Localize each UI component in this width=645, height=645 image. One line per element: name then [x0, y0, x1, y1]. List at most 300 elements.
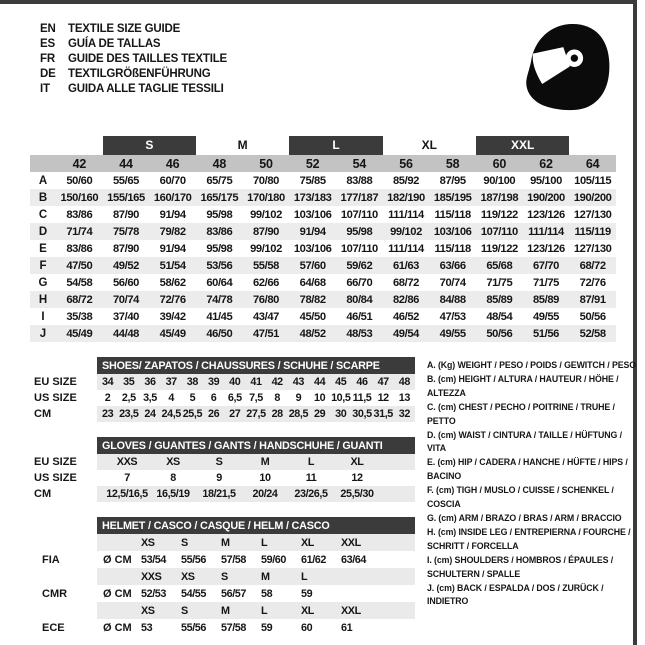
header-spacer	[30, 357, 97, 374]
language-code: IT	[40, 82, 50, 95]
measurement-value: 35/38	[66, 310, 93, 323]
measurement-value: 47/50	[66, 259, 93, 272]
row-label: US SIZE	[34, 392, 77, 404]
glove-size-value: XXS	[116, 456, 138, 468]
measurement-value: 150/160	[60, 191, 99, 204]
measurement-value: 48/52	[299, 327, 326, 340]
measurement-value: 49/55	[532, 310, 559, 323]
helmet-fia-values-row	[30, 551, 415, 568]
row-values	[97, 374, 415, 390]
measurement-value: 123/126	[527, 242, 565, 255]
shoes-row-eu	[30, 374, 415, 390]
shoes-title-bar: SHOES/ ZAPATOS / CHAUSSURES / SCHUHE / SCARPE	[97, 357, 415, 374]
measurement-value: 79/82	[159, 225, 186, 238]
shoe-size-value: 39	[207, 376, 220, 388]
glove-size-value: 16,5/19	[156, 488, 190, 500]
helmet-size-label: XXS	[141, 570, 162, 583]
row-label: US SIZE	[34, 472, 77, 484]
measurement-value: 71/74	[66, 225, 93, 238]
helmet-size-value: 55/56	[181, 553, 207, 566]
standard-name: FIA	[42, 553, 60, 566]
shoe-size-value: 11,5	[352, 392, 372, 404]
row-key: G	[38, 276, 48, 289]
shoe-size-value: 27,5	[246, 408, 266, 420]
measurement-value: 85/89	[486, 293, 513, 306]
measurement-value: 49/52	[112, 259, 139, 272]
textile-row-e	[30, 240, 616, 257]
measurement-value: 46/52	[392, 310, 419, 323]
measurement-value: 190/200	[573, 191, 612, 204]
measurement-value: 47/53	[439, 310, 466, 323]
legend-item-arm: G. (cm) ARM / BRAZO / BRAS / ARM / BRACCIO	[427, 512, 622, 523]
measurement-value: 76/80	[252, 293, 279, 306]
size-number: 50	[259, 156, 273, 171]
row-sizes	[97, 534, 415, 551]
measurement-value: 103/106	[433, 225, 472, 238]
shoe-size-value: 24	[144, 408, 156, 420]
language-title: TEXTILGRÖßENFÜHRUNG	[68, 67, 211, 80]
helmet-size-label: XL	[301, 536, 314, 549]
row-key: E	[39, 242, 47, 255]
helmet-size-label: XS	[181, 570, 195, 583]
helmet-cmr-values-row	[30, 585, 415, 602]
gloves-size-table	[30, 437, 415, 502]
language-code: ES	[40, 37, 55, 50]
helmet-size-value: 63/64	[341, 553, 367, 566]
helmet-size-value: 61/62	[301, 553, 327, 566]
measurement-value: 83/88	[346, 174, 373, 187]
shoe-size-value: 28,5	[288, 408, 309, 420]
size-number: 62	[539, 156, 553, 171]
racing-helmet-icon-svg	[521, 18, 613, 115]
legend-item-back: J. (cm) BACK / ESPALDA / DOS / ZURÜCK / INDIETRO	[427, 582, 604, 607]
textile-row-d	[30, 223, 616, 240]
header-spacer	[30, 517, 97, 534]
legend-item-weight: A. (Kg) WEIGHT / PESO / POIDS / GEWITCH / PESO	[427, 360, 636, 370]
helmet-size-label: L	[301, 570, 308, 583]
size-band-xl: XL	[421, 138, 437, 152]
size-number: 46	[165, 156, 180, 171]
helmet-size-value: 61	[341, 621, 353, 634]
row-key: B	[38, 191, 48, 204]
size-number: 48	[212, 156, 227, 171]
measurement-value: 115/118	[434, 242, 471, 255]
glove-size-value: 12,5/16,5	[106, 488, 148, 500]
shoe-size-value: 26	[207, 408, 220, 420]
legend-item-height: B. (cm) HEIGHT / ALTURA / HAUTEUR / HÖHE / ALTEZZA	[427, 373, 619, 398]
helmet-size-label: S	[181, 604, 188, 617]
measurement-value: 107/110	[340, 208, 378, 221]
row-key: A	[38, 174, 48, 187]
language-title-list	[40, 21, 227, 96]
legend-item-hip: E. (cm) HIP / CADERA / HANCHE / HÜFTE / HIPS / BACINO	[427, 457, 628, 482]
shoe-size-value: 10	[313, 392, 326, 404]
gloves-row-cm	[30, 486, 415, 502]
textile-size-table	[30, 136, 616, 342]
glove-size-value: 8	[170, 472, 176, 484]
row-key: C	[38, 208, 48, 221]
shoe-size-value: 37	[165, 376, 177, 388]
glove-size-value: L	[307, 456, 315, 468]
shoe-size-value: 13	[398, 392, 410, 404]
legend-item-waist: D. (cm) WAIST / CINTURA / TAILLE / HÜFTUNG / VITA	[427, 429, 622, 454]
measurement-value: 64/68	[299, 276, 326, 289]
helmet-size-value: 56/57	[221, 587, 247, 600]
helmet-size-table	[30, 517, 415, 636]
helmet-title-bar: HELMET / CASCO / CASQUE / HELM / CASCO	[97, 517, 415, 534]
measurement-value: 170/180	[247, 191, 285, 204]
shoe-size-value: 29	[313, 408, 326, 420]
size-number: 56	[399, 156, 413, 171]
shoe-size-value: 40	[229, 376, 241, 388]
measurement-value: 50/56	[579, 310, 606, 323]
language-row	[40, 66, 227, 81]
shoe-size-value: 31,5	[373, 408, 393, 420]
helmet-size-value: 57/58	[221, 553, 247, 566]
shoe-size-value: 45	[335, 376, 347, 388]
helmet-size-label: XL	[301, 604, 314, 617]
measurement-value: 45/50	[299, 310, 326, 323]
shoe-size-value: 28	[271, 408, 283, 420]
shoe-size-value: 12	[377, 392, 389, 404]
textile-row-f	[30, 257, 616, 274]
measurement-value: 107/110	[480, 225, 518, 238]
glove-size-value: 11	[305, 472, 317, 484]
helmet-ece-sizes-row	[30, 602, 415, 619]
helmet-size-value: 53/54	[141, 553, 167, 566]
shoe-size-value: 3,5	[143, 392, 157, 404]
size-band-m: M	[237, 138, 248, 152]
shoe-size-value: 41	[250, 376, 262, 388]
measurement-value: 70/74	[439, 276, 466, 289]
measurement-value: 127/130	[573, 242, 612, 255]
measurement-value: 75/78	[112, 225, 139, 238]
language-row	[40, 21, 227, 36]
helmet-cmr-sizes-row	[30, 568, 415, 585]
shoe-size-value: 6	[210, 392, 217, 404]
textile-row-g	[30, 274, 616, 291]
measurement-value: 111/114	[388, 208, 424, 221]
standard-name: ECE	[42, 621, 65, 634]
size-band-l: L	[289, 136, 382, 155]
measurement-value: 85/89	[532, 293, 559, 306]
shoe-size-value: 30	[335, 408, 347, 420]
measurement-value: 49/54	[392, 327, 419, 340]
helmet-size-label: L	[261, 604, 268, 617]
helmet-size-label: M	[261, 570, 270, 583]
diameter-unit-label: Ø CM	[103, 587, 132, 600]
measurement-value: 60/64	[206, 276, 233, 289]
shoes-size-table	[30, 357, 415, 422]
helmet-size-value: 59/60	[261, 553, 287, 566]
standard-name: CMR	[42, 587, 68, 600]
measurement-value: 82/86	[392, 293, 419, 306]
legend-item-chest: C. (cm) CHEST / PECHO / POITRINE / TRUHE / PETTO	[427, 401, 615, 426]
row-key: J	[39, 327, 47, 340]
glove-size-value: 9	[216, 472, 222, 484]
shoe-size-value: 23	[101, 408, 114, 420]
measurement-value: 53/56	[206, 259, 233, 272]
helmet-size-value: 59	[301, 587, 313, 600]
measurement-value: 60/70	[159, 174, 186, 187]
measurement-value: 111/114	[528, 225, 564, 238]
legend-item-thigh: F. (cm) TIGH / MUSLO / CUISSE / SCHENKEL / COSCIA	[427, 485, 614, 510]
helmet-size-value: 53	[141, 621, 153, 634]
language-row	[40, 81, 227, 96]
measurement-value: 87/91	[579, 293, 606, 306]
measurement-value: 46/51	[346, 310, 373, 323]
row-label-spacer	[30, 602, 97, 619]
measurement-value: 65/75	[206, 174, 233, 187]
row-values	[97, 551, 415, 568]
helmet-size-label: XXL	[341, 604, 361, 617]
size-band-xxl: XXL	[476, 136, 569, 155]
measurement-value: 87/90	[112, 242, 139, 255]
measurement-value: 105/115	[574, 174, 612, 187]
glove-size-value: S	[215, 456, 223, 468]
helmet-size-value: 60	[301, 621, 313, 634]
shoe-size-value: 8	[274, 392, 280, 404]
measurement-value: 78/82	[299, 293, 326, 306]
language-title: TEXTILE SIZE GUIDE	[68, 22, 181, 35]
textile-row-a	[30, 172, 616, 189]
measurement-value: 185/195	[433, 191, 472, 204]
shoe-size-value: 46	[356, 376, 368, 388]
measurement-value: 74/78	[206, 293, 233, 306]
gloves-header	[30, 437, 415, 454]
measurement-value: 41/45	[206, 310, 233, 323]
row-values	[97, 470, 415, 486]
row-label-spacer	[30, 534, 97, 551]
helmet-size-value: 59	[261, 621, 273, 634]
measurement-value: 91/94	[299, 225, 326, 238]
measurement-value: 99/102	[390, 225, 422, 238]
measurement-value: 182/190	[387, 191, 425, 204]
row-label: CM	[34, 488, 52, 500]
shoe-size-value: 27	[229, 408, 241, 420]
row-values	[97, 585, 415, 602]
language-code: FR	[40, 52, 55, 65]
glove-size-value: 25,5/30	[340, 488, 374, 500]
shoe-size-value: 32	[398, 408, 410, 420]
shoe-size-value: 25,5	[182, 408, 203, 420]
shoes-row-us	[30, 390, 415, 406]
shoe-size-value: 38	[186, 376, 198, 388]
row-values	[97, 619, 415, 636]
measurement-value: 70/74	[112, 293, 139, 306]
row-key: F	[39, 259, 47, 272]
measurement-value: 52/58	[579, 327, 606, 340]
measurement-value: 55/65	[112, 174, 139, 187]
row-values	[97, 454, 415, 470]
measurement-value: 85/92	[392, 174, 419, 187]
measurement-value: 91/94	[159, 208, 186, 221]
measurement-value: 70/80	[252, 174, 279, 187]
language-title: GUIDE DES TAILLES TEXTILE	[68, 52, 227, 65]
measurement-value: 63/66	[439, 259, 466, 272]
measurement-value: 90/100	[483, 174, 516, 187]
measurement-value: 48/54	[486, 310, 513, 323]
diameter-unit-label: Ø CM	[103, 621, 132, 634]
shoe-size-value: 42	[271, 376, 283, 388]
measurement-value: 127/130	[573, 208, 612, 221]
measurement-value: 123/126	[527, 208, 565, 221]
size-band-s: S	[103, 136, 196, 155]
shoe-size-value: 7,5	[249, 392, 263, 404]
helmet-size-label: XXL	[341, 536, 361, 549]
gloves-title-bar: GLOVES / GUANTES / GANTS / HANDSCHUHE / GUANTI	[97, 437, 415, 454]
shoe-size-value: 48	[398, 376, 410, 388]
shoes-header	[30, 357, 415, 374]
helmet-size-label: XS	[141, 536, 155, 549]
shoe-size-value: 23,5	[119, 408, 139, 420]
shoe-size-value: 6,5	[227, 392, 242, 404]
row-key: H	[38, 293, 48, 306]
language-row	[40, 51, 227, 66]
shoe-size-value: 24,5	[161, 408, 181, 420]
size-number: 52	[305, 156, 320, 171]
legend-item-shoulders: I. (cm) SHOULDERS / HOMBROS / ÉPAULES / SCHULTERN / SPALLE	[427, 554, 614, 579]
measurement-value: 95/98	[346, 225, 373, 238]
helmet-size-label: M	[221, 604, 230, 617]
language-code: DE	[40, 67, 56, 80]
diameter-unit-label: Ø CM	[103, 553, 132, 566]
measurement-value: 51/54	[159, 259, 186, 272]
row-label: EU SIZE	[34, 376, 77, 388]
measurement-value: 83/86	[66, 208, 93, 221]
measurement-value: 95/100	[530, 174, 562, 187]
size-number: 44	[119, 156, 133, 171]
language-title: GUÍA DE TALLAS	[68, 37, 161, 50]
measurement-value: 72/76	[159, 293, 186, 306]
measurement-value: 91/94	[159, 242, 186, 255]
measurement-value: 39/42	[159, 310, 186, 323]
measurement-value: 54/58	[66, 276, 93, 289]
glove-size-value: XS	[166, 456, 180, 468]
measurement-value: 83/86	[206, 225, 233, 238]
measurement-value: 51/56	[532, 327, 559, 340]
measurement-value: 99/102	[250, 242, 282, 255]
racing-helmet-icon	[521, 18, 613, 115]
measurement-value: 177/187	[340, 191, 379, 204]
shoe-size-value: 10,5	[331, 392, 351, 404]
measurement-value: 115/119	[574, 225, 611, 238]
row-values	[97, 406, 415, 422]
language-code: EN	[40, 22, 56, 35]
measurement-value: 45/49	[66, 327, 93, 340]
measurement-value: 87/90	[112, 208, 139, 221]
textile-row-j	[30, 325, 616, 342]
measurement-value: 119/122	[480, 242, 518, 255]
glove-size-value: M	[260, 456, 270, 468]
row-label-spacer	[30, 568, 97, 585]
size-number-header-row	[30, 155, 616, 172]
measurement-value: 75/85	[299, 174, 326, 187]
measurement-value: 107/110	[340, 242, 378, 255]
measurement-value: 119/122	[480, 208, 518, 221]
measurement-value: 48/53	[346, 327, 373, 340]
measurement-value: 50/60	[66, 174, 93, 187]
row-sizes	[97, 602, 415, 619]
shoe-size-value: 5	[189, 392, 196, 404]
helmet-ece-values-row	[30, 619, 415, 636]
textile-row-c	[30, 206, 616, 223]
shoe-size-value: 30,5	[352, 408, 372, 420]
shoe-size-value: 43	[292, 376, 304, 388]
helmet-size-value: 57/58	[221, 621, 247, 634]
row-sizes	[97, 568, 415, 585]
language-title: GUIDA ALLE TAGLIE TESSILI	[68, 82, 224, 95]
row-values	[97, 486, 415, 502]
row-key: D	[38, 225, 48, 238]
size-band-row	[30, 136, 616, 155]
measurement-value: 173/183	[293, 191, 332, 204]
measurement-value: 103/106	[293, 208, 332, 221]
header-spacer	[30, 437, 97, 454]
measurement-value: 50/56	[486, 327, 513, 340]
measurement-value: 190/200	[527, 191, 565, 204]
shoes-row-cm	[30, 406, 415, 422]
glove-size-value: 10	[259, 472, 271, 484]
measurement-value: 84/88	[439, 293, 466, 306]
measurement-value: 43/47	[252, 310, 279, 323]
measurement-value: 80/84	[346, 293, 373, 306]
helmet-size-value: 52/53	[141, 587, 167, 600]
shoe-size-value: 4	[168, 392, 174, 404]
measurement-value: 68/72	[66, 293, 93, 306]
measurement-value: 47/51	[252, 327, 279, 340]
measurement-value: 62/66	[252, 276, 279, 289]
size-number: 54	[352, 156, 367, 171]
measurement-value: 83/86	[66, 242, 93, 255]
helmet-header	[30, 517, 415, 534]
measurement-value: 87/95	[439, 174, 466, 187]
helmet-size-label: S	[221, 570, 228, 583]
shoe-size-value: 2,5	[121, 392, 136, 404]
language-row	[40, 36, 227, 51]
shoe-size-value: 44	[313, 376, 326, 388]
measurement-value: 59/62	[346, 259, 373, 272]
helmet-size-label: L	[261, 536, 268, 549]
row-values	[97, 390, 415, 406]
shoe-size-value: 47	[377, 376, 389, 388]
measurement-value: 160/170	[153, 191, 192, 204]
measurement-value: 66/70	[346, 276, 373, 289]
glove-size-value: 20/24	[252, 488, 278, 500]
helmet-size-value: 55/56	[181, 621, 207, 634]
row-label: EU SIZE	[34, 456, 77, 468]
helmet-size-label: XS	[141, 604, 155, 617]
glove-size-value: 18/21,5	[202, 488, 236, 500]
measurement-value: 68/72	[579, 259, 606, 272]
measurement-value: 72/76	[579, 276, 606, 289]
measurement-value: 67/70	[532, 259, 559, 272]
measurement-value: 95/98	[206, 208, 233, 221]
measurement-value: 71/75	[532, 276, 559, 289]
measurement-value: 57/60	[299, 259, 326, 272]
row-key: I	[41, 310, 45, 323]
measurement-value: 111/114	[388, 242, 424, 255]
measurement-value: 45/49	[159, 327, 186, 340]
helmet-size-value: 54/55	[181, 587, 207, 600]
measurement-value: 87/90	[252, 225, 279, 238]
measurement-value: 49/55	[439, 327, 466, 340]
size-number: 42	[72, 156, 87, 171]
helmet-size-label: S	[181, 536, 188, 549]
helmet-size-value: 58	[261, 587, 273, 600]
textile-row-i	[30, 308, 616, 325]
shoe-size-value: 9	[295, 392, 302, 404]
